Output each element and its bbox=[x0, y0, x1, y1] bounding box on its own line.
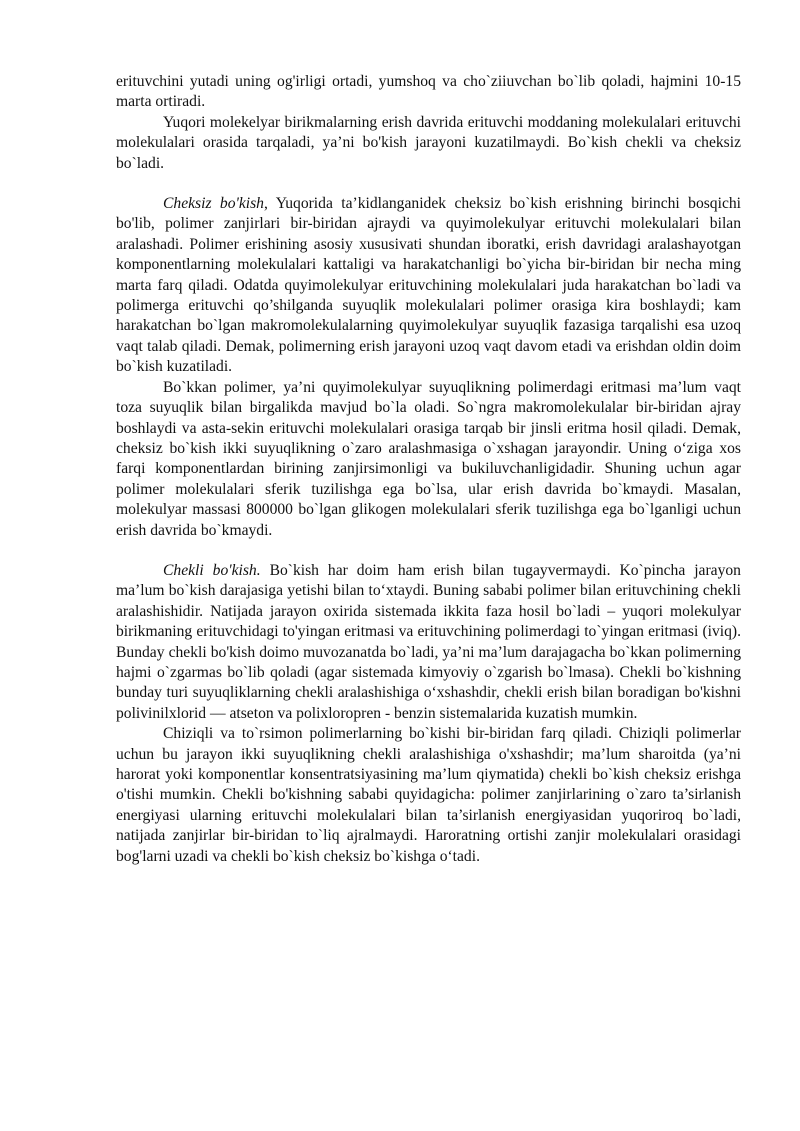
paragraph-text: Bo`kkan polimer, ya’ni quyimolekulyar suyuqlikning polimerdagi eritmasi ma’lum vaqt toza suyuqlik bilan birgalikda mavjud bo`la oladi. So`ngra makromolekulalar bir-biridan ajray boshlaydi va asta-sekin erituvchi molekulalari orasiga tarqab bir jinsli eritma hosil qiladi. Demak, cheksiz bo`kish ikki suyuqlikning o`zaro aralashmasiga o`xshagan jarayondir. Uning o‘ziga xos farqi komponentlardan birining zanjirsimonligi va bukiluvchanligidadir. Shuning uchun agar polimer molekulalari sferik tuzilishga ega bo`lsa, ular erish davrida bo`kmaydi. Masalan, molekulyar massasi 800000 bo`lgan glikogen molekulalari sferik tuzilishga ega bo`lganligi uchun erish davrida bo`kmaydi. bbox=[116, 378, 741, 539]
paragraph-limited-swelling bbox=[116, 561, 741, 724]
term-unlimited-swelling: Cheksiz bo'kish bbox=[163, 195, 264, 213]
paragraph-swollen-polymer bbox=[116, 378, 741, 541]
term-limited-swelling: Chekli bo'kish. bbox=[163, 561, 261, 579]
paragraph-text: , Yuqorida ta’kidlanganidek cheksiz bo`kish erishning birinchi bosqichi bo'lib, polimer zanjirlari bir-biridan ajraydi va quyimolekulyar erituvchi molekulalari bilan aralashadi. Polimer erishining asosiy xususivati shundan iboratki, erish davridagi aralashayotgan komponentlarning molekulalari kattaligi va harakatchanligi bo`yicha bir-biridan bir necha ming marta farq qiladi. Odatda quyimolekulyar erituvchining molekulalari juda harakatchan bo`ladi va polimerga erituvchi qo’shilganda suyuqlik molekulalari polimer orasiga kira boshlaydi; kam harakatchan bo`lgan makromolekulalarning quyimolekulyar suyuqlik fazasiga tarqalishi esa uzoq vaqt talab qiladi. Demak, polimerning erish jarayoni uzoq vaqt davom etadi va erishdan oldin doim bo`kish kuzatiladi. bbox=[116, 195, 741, 376]
document-page bbox=[116, 72, 741, 867]
paragraph-text: Bo`kish har doim ham erish bilan tugayvermaydi. Ko`pincha jarayon ma’lum bo`kish darajasiga yetishi bilan to‘xtaydi. Buning sababi polimer bilan erituvchining chekli aralashishidir. Natijada jarayon oxirida sistemada ikkita faza hosil bo`ladi – yuqori molekulyar birikmaning erituvchidagi to'yingan eritmasi va erituvchining polimerdagi to`yingan eritmasi (iviq). Bunday chekli bo'kish doimo muvozanatda bo`ladi, ya’ni ma’lum darajagacha bo`kkan polimerning hajmi o`zgarmas bo`lib qoladi (agar sistemada kimyoviy o`zgarish bo`lmasa). Chekli bo`kishning bunday turi suyuqliklarning chekli aralashishiga o‘xshashdir, chekli erish bilan boradigan bo'kishni polivinilxlorid — atseton va polixloropren - benzin sistemalarida kuzatish mumkin. bbox=[116, 561, 741, 722]
paragraph-text: erituvchini yutadi uning og'irligi ortadi, yumshoq va cho`ziiuvchan bo`lib qoladi, hajmini 10-15 marta ortiradi. bbox=[116, 73, 741, 111]
paragraph-intro-continuation bbox=[116, 72, 741, 113]
paragraph-text: Yuqori molekelyar birikmalarning erish davrida erituvchi moddaning molekulalari erituvchi molekulalari orasida tarqaladi, ya’ni bo'kish jarayoni kuzatilmaydi. Bo`kish chekli va cheksiz bo`ladi. bbox=[116, 113, 741, 172]
paragraph-text: Chiziqli va to`rsimon polimerlarning bo`kishi bir-biridan farq qiladi. Chiziqli polimerlar uchun bu jarayon ikki suyuqlikning chekli aralashishiga o'xshashdir; ma’lum sharoitda (ya’ni harorat yoki komponentlar konsentratsiyasining ma’lum qiymatida) chekli bo`kish cheksiz erishga o'tishi mumkin. Chekli bo'kishning sababi quyidagicha: polimer zanjirlarining o`zaro ta’sirlanish energiyasi ularning erituvchi molekulalari bilan ta’sirlanish energiyasidan yuqoriroq bo`ladi, natijada zanjirlar bir-biridan to`liq ajralmaydi. Haroratning ortishi zanjir molekulalari orasidagi bog'larni uzadi va chekli bo`kish cheksiz bo`kishga o‘tadi. bbox=[116, 725, 741, 865]
paragraph-unlimited-swelling bbox=[116, 194, 741, 378]
paragraph-dissolution-overview bbox=[116, 113, 741, 174]
paragraph-linear-network-polymers bbox=[116, 724, 741, 867]
